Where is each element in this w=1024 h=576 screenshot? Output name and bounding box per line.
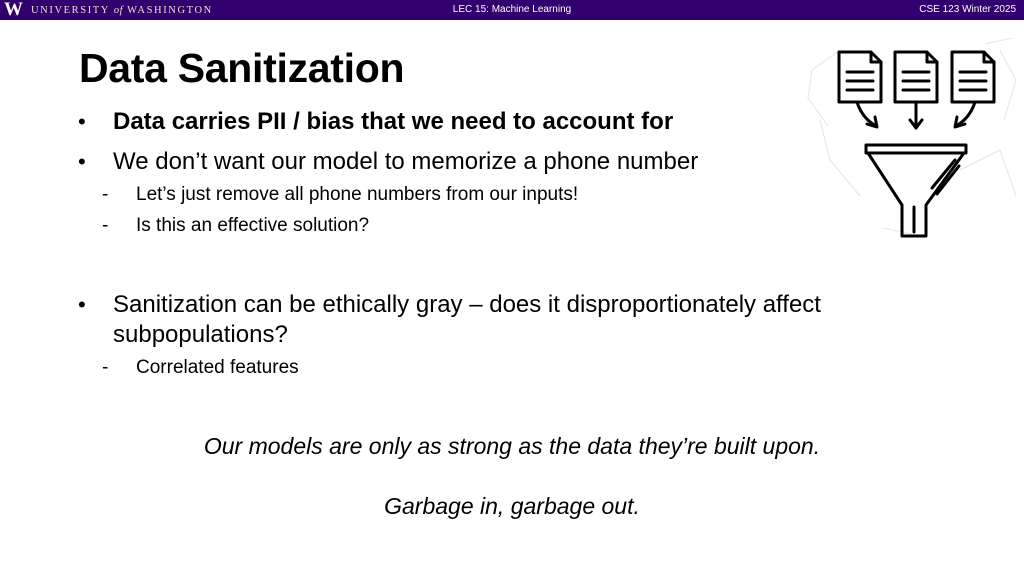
- slide-header-bar: [0, 0, 1024, 20]
- document-icon: [839, 52, 881, 102]
- arrow-down-icon: [955, 102, 975, 127]
- document-icon: [952, 52, 994, 102]
- wordmark-part2: WASHINGTON: [127, 4, 213, 16]
- document-icon: [895, 52, 937, 102]
- bullet-text: Sanitization can be ethically gray – does it disproportionately affect: [113, 291, 821, 318]
- sub-bullet-glyph: -: [102, 215, 109, 236]
- funnel-icon: [866, 145, 966, 236]
- bullet-glyph: •: [78, 149, 86, 174]
- sub-bullet-glyph: -: [102, 357, 109, 378]
- slide-title: Data Sanitization: [79, 45, 405, 91]
- arrow-down-icon: [910, 102, 922, 128]
- bullet-glyph: •: [78, 109, 86, 134]
- uw-w-logo: W: [4, 0, 23, 20]
- course-label: CSE 123 Winter 2025: [919, 4, 1016, 15]
- bullet-text: We don’t want our model to memorize a phone number: [113, 148, 699, 175]
- arrow-down-icon: [857, 102, 877, 127]
- quote-line: Garbage in, garbage out.: [384, 493, 640, 519]
- sub-bullet-text: Is this an effective solution?: [136, 215, 370, 236]
- bullet-text-continued: subpopulations?: [113, 321, 288, 348]
- data-funnel-illustration: [804, 38, 1020, 238]
- wordmark-of: of: [113, 4, 124, 16]
- wordmark-part1: UNIVERSITY: [31, 4, 110, 16]
- bullet-text: Data carries PII / bias that we need to account for: [113, 108, 674, 135]
- quote-line: Our models are only as strong as the data they’re built upon.: [203, 433, 821, 459]
- bullet-glyph: •: [78, 292, 86, 317]
- sub-bullet-text: Let’s just remove all phone numbers from our inputs!: [136, 184, 579, 205]
- lecture-title: LEC 15: Machine Learning: [452, 4, 572, 15]
- sub-bullet-text: Correlated features: [136, 357, 299, 378]
- sub-bullet-glyph: -: [102, 184, 109, 205]
